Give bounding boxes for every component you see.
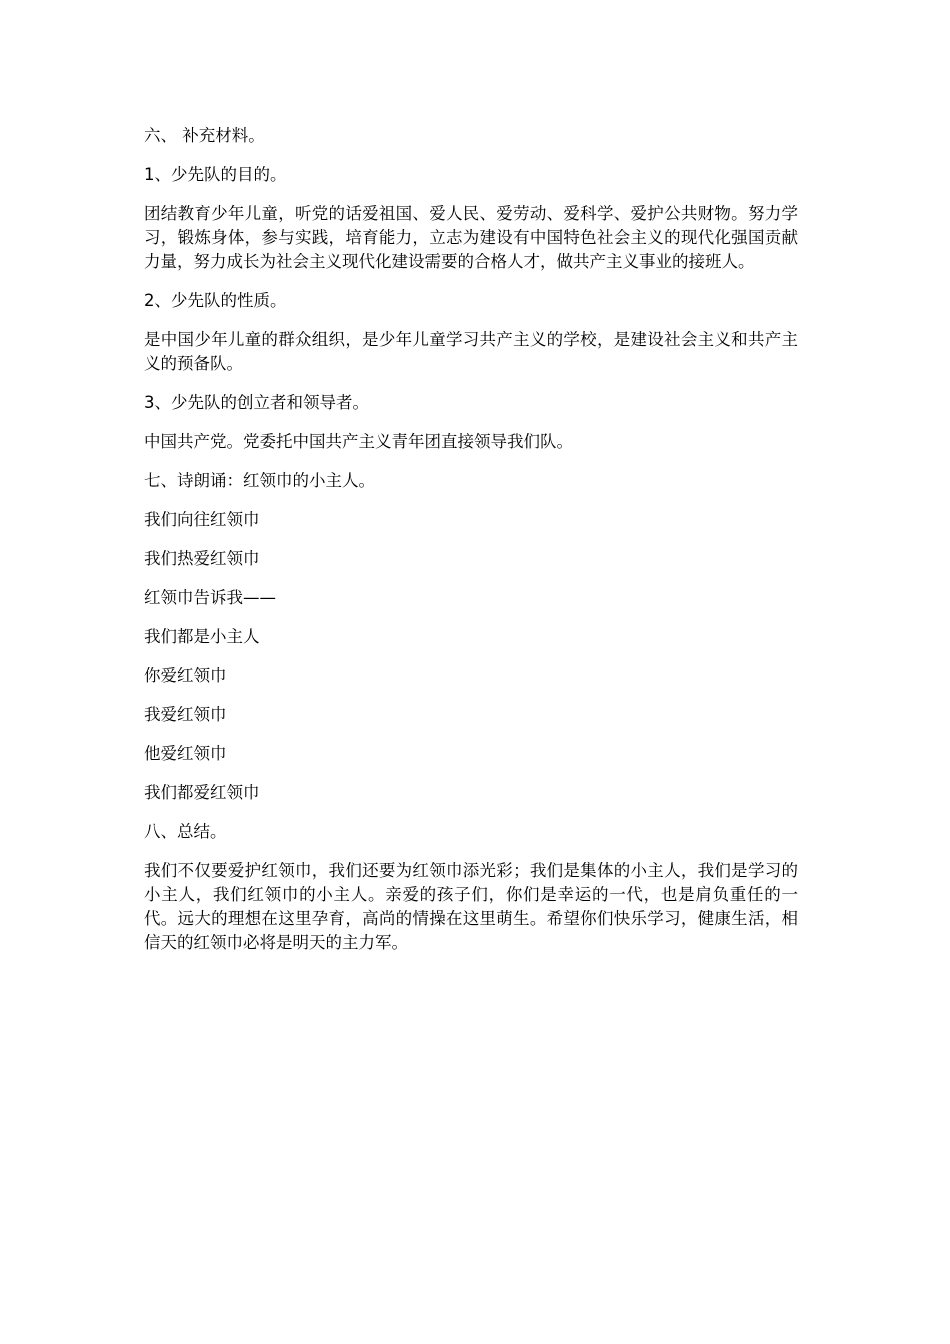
section-heading-summary: 八、总结。 [144,822,227,841]
poem-line: 我们都爱红领巾 [144,783,260,802]
paragraph-summary: 我们不仅要爱护红领巾，我们还要为红领巾添光彩；我们是集体的小主人，我们是学习的小主人，我们红领巾的小主人。亲爱的孩子们，你们是幸运的一代，也是肩负重任的一代。远大的理想在这里孕育，高尚的情操在这里萌生。希望你们快乐学习，健康生活，相信天的红领巾必将是明天的主力军。 [144,861,798,952]
poem-line: 你爱红领巾 [144,666,227,685]
poem-line: 我们向往红领巾 [144,510,260,529]
paragraph-purpose: 团结教育少年儿童，听党的话爱祖国、爱人民、爱劳动、爱科学、爱护公共财物。努力学习，锻炼身体，参与实践，培育能力，立志为建设有中国特色社会主义的现代化强国贡献力量，努力成长为社会主义现代化建设需要的合格人才，做共产主义事业的接班人。 [144,204,798,271]
subheading-purpose: 1、少先队的目的。 [144,165,287,184]
poem-line: 他爱红领巾 [144,744,227,763]
document-body [144,124,798,970]
poem-line: 我们都是小主人 [144,627,260,646]
poem-line: 我们热爱红领巾 [144,549,260,568]
poem-line: 红领巾告诉我—— [144,588,276,607]
subheading-nature: 2、少先队的性质。 [144,291,287,310]
subheading-founder: 3、少先队的创立者和领导者。 [144,393,369,412]
poem-line: 我爱红领巾 [144,705,227,724]
section-heading-supplementary: 六、 补充材料。 [144,126,265,145]
paragraph-founder: 中国共产党。党委托中国共产主义青年团直接领导我们队。 [144,432,573,451]
paragraph-nature: 是中国少年儿童的群众组织，是少年儿童学习共产主义的学校，是建设社会主义和共产主义的预备队。 [144,330,798,373]
section-heading-poem: 七、诗朗诵：红领巾的小主人。 [144,471,375,490]
